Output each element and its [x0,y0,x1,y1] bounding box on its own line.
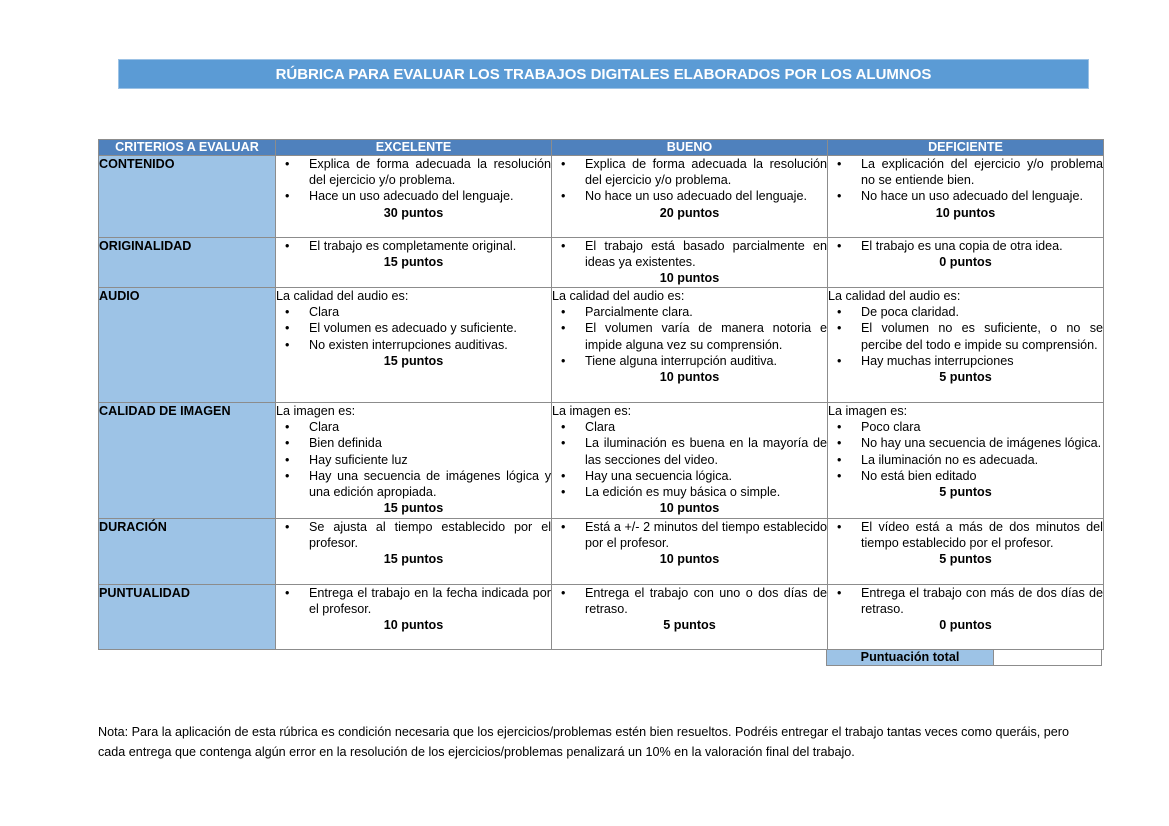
score-label: 10 puntos [659,370,720,385]
cell-intro: La imagen es: [828,404,908,418]
descriptor-item: • La edición es muy básica o simple. [552,484,827,500]
score-label: 15 puntos [383,552,444,567]
level-cell-deficiente [828,156,1104,238]
descriptor-item: • Hay muchas interrupciones [828,353,1103,369]
descriptor-item: • Clara [276,304,551,320]
descriptor-list [552,238,827,270]
descriptor-item: • Clara [276,419,551,435]
descriptor-list [276,238,551,254]
score-label: 10 puntos [935,205,996,220]
score-label: 10 puntos [659,271,720,286]
descriptor-list [276,419,551,500]
total-score-row [826,649,1102,666]
total-score-label: Puntuación total [826,649,994,666]
criterion-cell: CALIDAD DE IMAGEN [99,403,276,519]
rubric-row [99,519,1104,585]
score-label: 5 puntos [663,618,716,633]
descriptor-list [828,156,1103,205]
level-cell-deficiente [828,288,1104,403]
score-label: 5 puntos [939,370,992,385]
level-cell-deficiente [828,403,1104,519]
level-cell-excelente [276,156,552,238]
level-cell-excelente [276,519,552,585]
level-cell-bueno [552,403,828,519]
descriptor-item: • El volumen varía de manera notoria e impide alguna vez su comprensión. [552,320,827,352]
descriptor-item: • Parcialmente clara. [552,304,827,320]
descriptor-item: • Se ajusta al tiempo establecido por el profesor. [276,519,551,551]
descriptor-item: • De poca claridad. [828,304,1103,320]
score-label: 30 puntos [383,205,444,220]
criterion-cell: DURACIÓN [99,519,276,585]
descriptor-item: • Hace un uso adecuado del lenguaje. [276,188,551,204]
header-bueno: BUENO [552,140,828,156]
rubric-row [99,585,1104,650]
page-title: RÚBRICA PARA EVALUAR LOS TRABAJOS DIGITALES ELABORADOS POR LOS ALUMNOS [118,59,1089,89]
score-label: 0 puntos [939,255,992,270]
descriptor-item: • El volumen no es suficiente, o no se percibe del todo e impide su comprensión. [828,320,1103,352]
level-cell-excelente [276,585,552,650]
level-cell-bueno [552,288,828,403]
descriptor-item: • Clara [552,419,827,435]
score-label: 5 puntos [939,552,992,567]
rubric-table [98,139,1104,650]
descriptor-item: • Entrega el trabajo con más de dos días de retraso. [828,585,1103,617]
score-label: 10 puntos [383,618,444,633]
rubric-row [99,238,1104,288]
criterion-cell: AUDIO [99,288,276,403]
header-row [99,140,1104,156]
descriptor-item: • Hay suficiente luz [276,452,551,468]
rubric-row [99,156,1104,238]
descriptor-item: • Hay una secuencia lógica. [552,468,827,484]
score-label: 5 puntos [939,485,992,500]
level-cell-deficiente [828,585,1104,650]
descriptor-list [276,585,551,617]
descriptor-item: • Explica de forma adecuada la resolución del ejercicio y/o problema. [276,156,551,188]
descriptor-list [828,519,1103,551]
criterion-cell: PUNTUALIDAD [99,585,276,650]
descriptor-list [828,419,1103,484]
descriptor-item: • No existen interrupciones auditivas. [276,337,551,353]
descriptor-item: • Entrega el trabajo en la fecha indicada por el profesor. [276,585,551,617]
descriptor-item: • Explica de forma adecuada la resolución del ejercicio y/o problema. [552,156,827,188]
descriptor-list [552,156,827,205]
score-label: 15 puntos [383,255,444,270]
descriptor-item: • El vídeo está a más de dos minutos del tiempo establecido por el profesor. [828,519,1103,551]
cell-intro: La imagen es: [552,404,632,418]
rubric-row [99,288,1104,403]
descriptor-item: • Bien definida [276,435,551,451]
descriptor-item: • Entrega el trabajo con uno o dos días de retraso. [552,585,827,617]
descriptor-list [552,519,827,551]
descriptor-list [552,419,827,500]
criterion-cell: CONTENIDO [99,156,276,238]
score-label: 20 puntos [659,205,720,220]
level-cell-bueno [552,585,828,650]
descriptor-list [552,585,827,617]
descriptor-item: • No hace un uso adecuado del lenguaje. [552,188,827,204]
descriptor-item: • Poco clara [828,419,1103,435]
descriptor-item: • No hay una secuencia de imágenes lógica. [828,435,1103,451]
rubric-row [99,403,1104,519]
level-cell-excelente [276,288,552,403]
descriptor-item: • No está bien editado [828,468,1103,484]
level-cell-excelente [276,403,552,519]
score-label: 15 puntos [383,501,444,516]
criterion-cell: ORIGINALIDAD [99,238,276,288]
header-criteria: CRITERIOS A EVALUAR [99,140,276,156]
header-excelente: EXCELENTE [276,140,552,156]
cell-intro: La calidad del audio es: [552,289,685,303]
score-label: 15 puntos [383,353,444,368]
descriptor-item: • Hay una secuencia de imágenes lógica y una edición apropiada. [276,468,551,500]
descriptor-item: • El volumen es adecuado y suficiente. [276,320,551,336]
score-label: 10 puntos [659,501,720,516]
descriptor-list [276,519,551,551]
descriptor-list [552,304,827,369]
score-label: 0 puntos [939,618,992,633]
descriptor-list [828,304,1103,369]
descriptor-item: • No hace un uso adecuado del lenguaje. [828,188,1103,204]
descriptor-item: • Tiene alguna interrupción auditiva. [552,353,827,369]
level-cell-deficiente [828,519,1104,585]
total-score-value [994,649,1102,666]
descriptor-item: • El trabajo es completamente original. [276,238,551,254]
descriptor-list [276,304,551,353]
cell-intro: La calidad del audio es: [828,289,961,303]
descriptor-item: • La iluminación no es adecuada. [828,452,1103,468]
level-cell-deficiente [828,238,1104,288]
footnote: Nota: Para la aplicación de esta rúbrica es condición necesaria que los ejercicios/problemas estén bien resueltos. Podréis entregar el trabajo tantas veces como queráis, pero cada entrega que contenga algún error en la resolución de los ejercicios/problemas penalizará un 10% en la valoración final del trabajo. [98,725,1069,759]
descriptor-item: • La explicación del ejercicio y/o problema no se entiende bien. [828,156,1103,188]
header-deficiente: DEFICIENTE [828,140,1104,156]
descriptor-item: • El trabajo está basado parcialmente en ideas ya existentes. [552,238,827,270]
level-cell-bueno [552,156,828,238]
cell-intro: La calidad del audio es: [276,289,409,303]
score-label: 10 puntos [659,552,720,567]
level-cell-excelente [276,238,552,288]
descriptor-item: • El trabajo es una copia de otra idea. [828,238,1103,254]
descriptor-list [828,585,1103,617]
descriptor-list [828,238,1103,254]
descriptor-item: • Está a +/- 2 minutos del tiempo establecido por el profesor. [552,519,827,551]
cell-intro: La imagen es: [276,404,356,418]
level-cell-bueno [552,238,828,288]
descriptor-list [276,156,551,205]
level-cell-bueno [552,519,828,585]
descriptor-item: • La iluminación es buena en la mayoría de las secciones del video. [552,435,827,467]
